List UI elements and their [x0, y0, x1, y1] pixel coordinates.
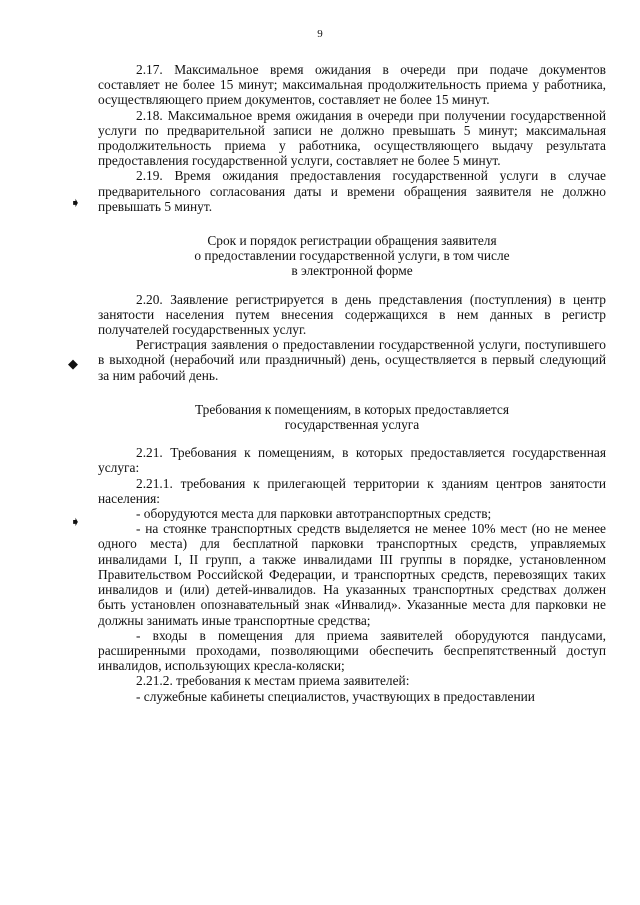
heading-line: в электронной форме	[291, 263, 413, 279]
heading-line: государственная услуга	[284, 417, 420, 433]
paragraph-2-20: 2.20. Заявление регистрируется в день представления (поступления) в центр занятости населения путем внесения содержащихся в нем данных в регистр получателей государственных услуг.	[98, 291, 606, 338]
page-number: 9	[317, 28, 323, 40]
paragraph-2-21-1: 2.21.1. требования к прилегающей территории к зданиям центров занятости населения:	[98, 475, 606, 506]
heading-line: Срок и порядок регистрации обращения заявителя	[207, 233, 497, 249]
section-heading-registration	[98, 233, 606, 279]
list-item-entrances: - входы в помещения для приема заявителей оборудуются пандусами, расширенными проходами, позволяющими обеспечить беспрепятственный доступ инвалидов, использующих кресла-коляски;	[98, 627, 606, 674]
heading-line: о предоставлении государственной услуги, в том числе	[194, 248, 510, 264]
paragraph-2-17: 2.17. Максимальное время ожидания в очереди при подаче документов составляет не более 15 минут; максимальная продолжительность приема у работника, осуществляющего прием документов, составляет не более 15 минут.	[98, 62, 606, 108]
margin-diamond-mark: ◆	[68, 357, 78, 372]
margin-arrow-mark-2: ➧	[70, 515, 81, 530]
margin-arrow-mark-1: ➧	[70, 196, 81, 211]
list-item-parking: - оборудуются места для парковки автотранспортных средств;	[136, 506, 492, 522]
list-item-offices: - служебные кабинеты специалистов, участвующих в предоставлении	[136, 688, 535, 704]
paragraph-2-21-2: 2.21.2. требования к местам приема заявителей:	[136, 673, 410, 689]
paragraph-2-19: 2.19. Время ожидания предоставления государственной услуги в случае предварительного согласования даты и времени обращения заявителя не должно превышать 5 минут.	[98, 168, 606, 214]
paragraph-2-21: 2.21. Требования к помещениям, в которых предоставляется государственная услуга:	[98, 445, 606, 476]
document-body	[98, 62, 606, 704]
heading-line: Требования к помещениям, в которых предоставляется	[194, 401, 510, 417]
paragraph-registration-weekend: Регистрация заявления о предоставлении государственной услуги, поступившего в выходной (нерабочий или праздничный) день, осуществляется в первый следующий за ним рабочий день.	[98, 337, 606, 383]
paragraph-2-18: 2.18. Максимальное время ожидания в очереди при получении государственной услуги по предварительной записи не должно превышать 5 минут; максимальная продолжительность приема у работника, осуществляющего выдачу результата предоставления государственной услуги, составляет не более 5 минут.	[98, 107, 606, 169]
section-heading-premises	[98, 402, 606, 432]
list-item-disabled-parking: - на стоянке транспортных средств выделяется не менее 10% мест (но не менее одного места) для бесплатной парковки транспортных средств, управляемых инвалидами I, II групп, а также инвалидами III группы в порядке, установленном Правительством Российской Федерации, и транспортных средств, перевозящих таких инвалидов и (или) детей-инвалидов. На указанных транспортных средствах должен быть установлен опознавательный знак «Инвалид». Указанные места для парковки не должны занимать иные транспортные средства;	[98, 521, 606, 628]
